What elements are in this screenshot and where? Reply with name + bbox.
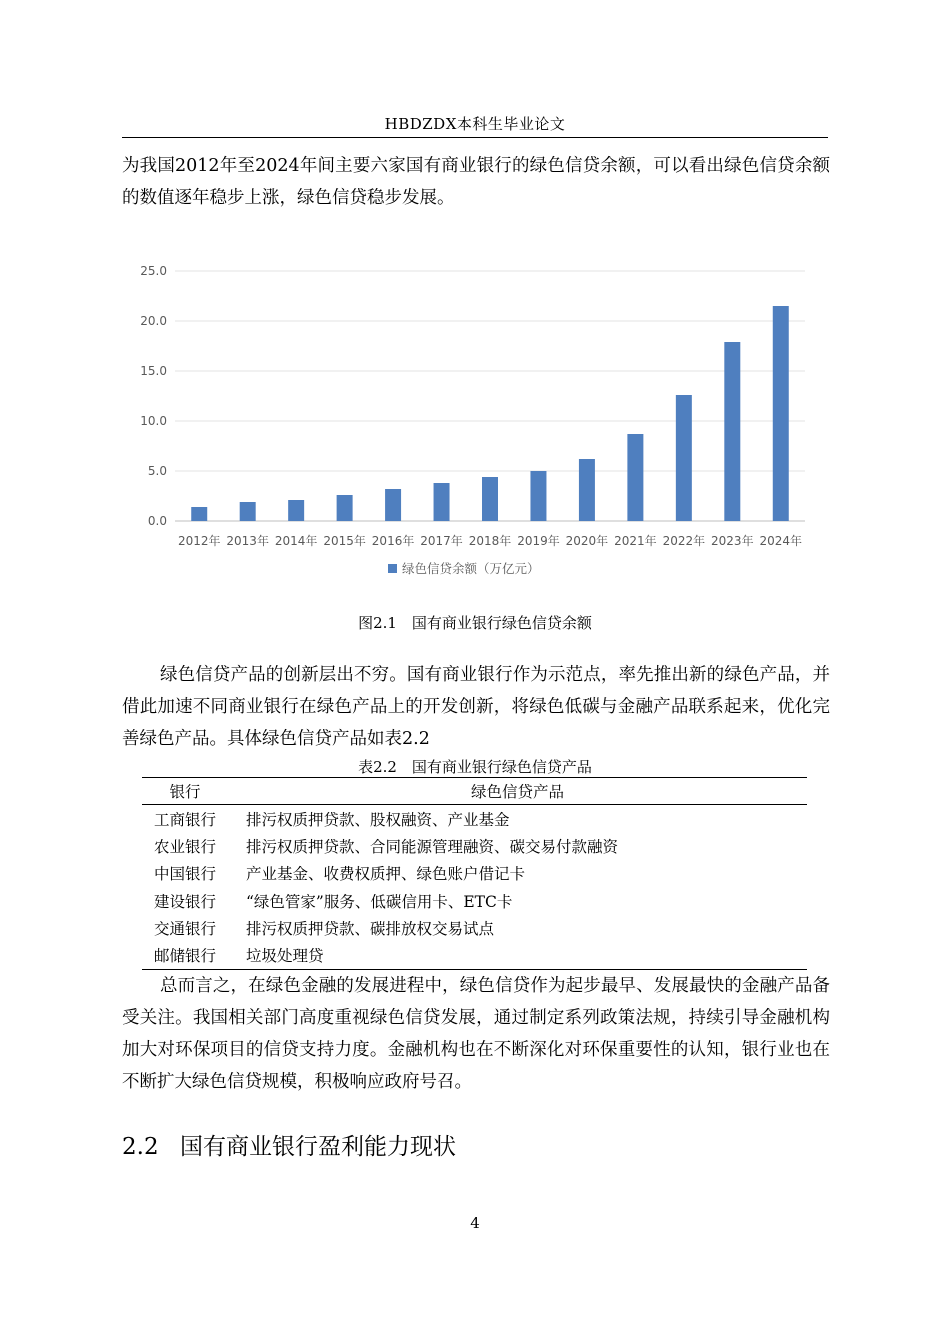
x-tick-label: 2012年 <box>177 534 221 548</box>
bar <box>773 306 789 521</box>
table-row <box>142 887 807 914</box>
x-tick-label: 2024年 <box>759 534 803 548</box>
x-tick-label: 2014年 <box>274 534 318 548</box>
x-tick-label: 2018年 <box>468 534 512 548</box>
y-tick-label: 15.0 <box>140 364 167 378</box>
bar <box>530 471 546 521</box>
bank-cell: 农业银行 <box>153 837 216 856</box>
x-tick-label: 2016年 <box>371 534 415 548</box>
header-rule <box>122 137 828 138</box>
x-tick-label: 2023年 <box>711 534 754 548</box>
bar <box>434 483 450 521</box>
bank-cell: 中国银行 <box>153 865 216 884</box>
bar <box>385 489 401 521</box>
green-credit-bar-chart <box>130 255 820 595</box>
x-tick-label: 2017年 <box>420 534 463 548</box>
bar <box>724 342 740 521</box>
y-tick-label: 20.0 <box>140 314 167 328</box>
table-row <box>142 941 807 969</box>
x-tick-label: 2021年 <box>614 534 657 548</box>
summary-paragraph: 总而言之，在绿色金融的发展进程中，绿色信贷作为起步最早、发展最快的金融产品备受关注。我国相关部门高度重视绿色信贷发展，通过制定系列政策法规，持续引导金融机构加大对环保项目的信贷支持力度。金融机构也在不断深化对环保重要性的认知，银行业也在不断扩大绿色信贷规模，积极响应政府号召。 <box>122 976 830 1092</box>
bank-cell: 邮储银行 <box>142 941 228 969</box>
x-tick-label: 2015年 <box>323 534 366 548</box>
bar <box>579 459 595 521</box>
products-cell: 排污权质押贷款、碳排放权交易试点 <box>246 919 495 938</box>
bank-cell: 工商银行 <box>153 810 216 829</box>
bar <box>627 434 643 521</box>
intro-paragraph: 为我国2012年至2024年间主要六家国有商业银行的绿色信贷余额，可以看出绿色信贷余额的数值逐年稳步上涨，绿色信贷稳步发展。 <box>122 156 830 208</box>
bar <box>337 495 353 521</box>
section-number: 2.2 <box>122 1134 159 1160</box>
legend-label: 绿色信贷余额（万亿元） <box>402 561 540 576</box>
x-tick-label: 2019年 <box>517 534 560 548</box>
header-products: 绿色信贷产品 <box>228 778 807 805</box>
legend-swatch <box>388 564 397 573</box>
bar <box>482 477 498 521</box>
section-heading <box>122 1128 456 1161</box>
products-cell: “绿色管家”服务、低碳信用卡、ETC卡 <box>246 892 513 911</box>
page-header: HBDZDX本科生毕业论文 <box>384 115 566 133</box>
y-tick-label: 5.0 <box>147 464 167 478</box>
products-cell: 排污权质押贷款、股权融资、产业基金 <box>246 810 510 829</box>
header-bank: 银行 <box>142 778 228 805</box>
products-cell: 产业基金、收费权质押、绿色账户借记卡 <box>246 865 526 884</box>
table-row <box>142 914 807 941</box>
table-row <box>142 805 807 833</box>
table-row <box>142 832 807 859</box>
products-cell: 垃圾处理贷 <box>228 941 807 969</box>
bar <box>240 502 256 521</box>
page-number: 4 <box>470 1214 480 1232</box>
table-caption: 表2.2 国有商业银行绿色信贷产品 <box>358 758 592 776</box>
bank-cell: 交通银行 <box>153 919 216 938</box>
green-credit-products-table <box>142 777 807 970</box>
y-tick-label: 25.0 <box>140 264 167 278</box>
products-cell: 排污权质押贷款、合同能源管理融资、碳交易付款融资 <box>246 837 619 856</box>
y-tick-label: 10.0 <box>140 414 167 428</box>
y-tick-label: 0.0 <box>147 514 167 528</box>
bar <box>676 395 692 521</box>
section-title-text: 国有商业银行盈利能力现状 <box>180 1134 456 1160</box>
x-tick-label: 2020年 <box>565 534 609 548</box>
x-tick-label: 2013年 <box>226 534 269 548</box>
products-paragraph: 绿色信贷产品的创新层出不穷。国有商业银行作为示范点，率先推出新的绿色产品，并借此加速不同商业银行在绿色产品上的开发创新，将绿色低碳与金融产品联系起来，优化完善绿色产品。具体绿色信贷产品如表2.2 <box>122 665 830 749</box>
bar <box>191 507 207 521</box>
x-tick-label: 2022年 <box>662 534 706 548</box>
table-row <box>142 860 807 887</box>
bank-cell: 建设银行 <box>153 892 216 911</box>
bar <box>288 500 304 521</box>
table-header-row <box>142 778 807 805</box>
figure-caption: 图2.1 国有商业银行绿色信贷余额 <box>358 614 592 632</box>
